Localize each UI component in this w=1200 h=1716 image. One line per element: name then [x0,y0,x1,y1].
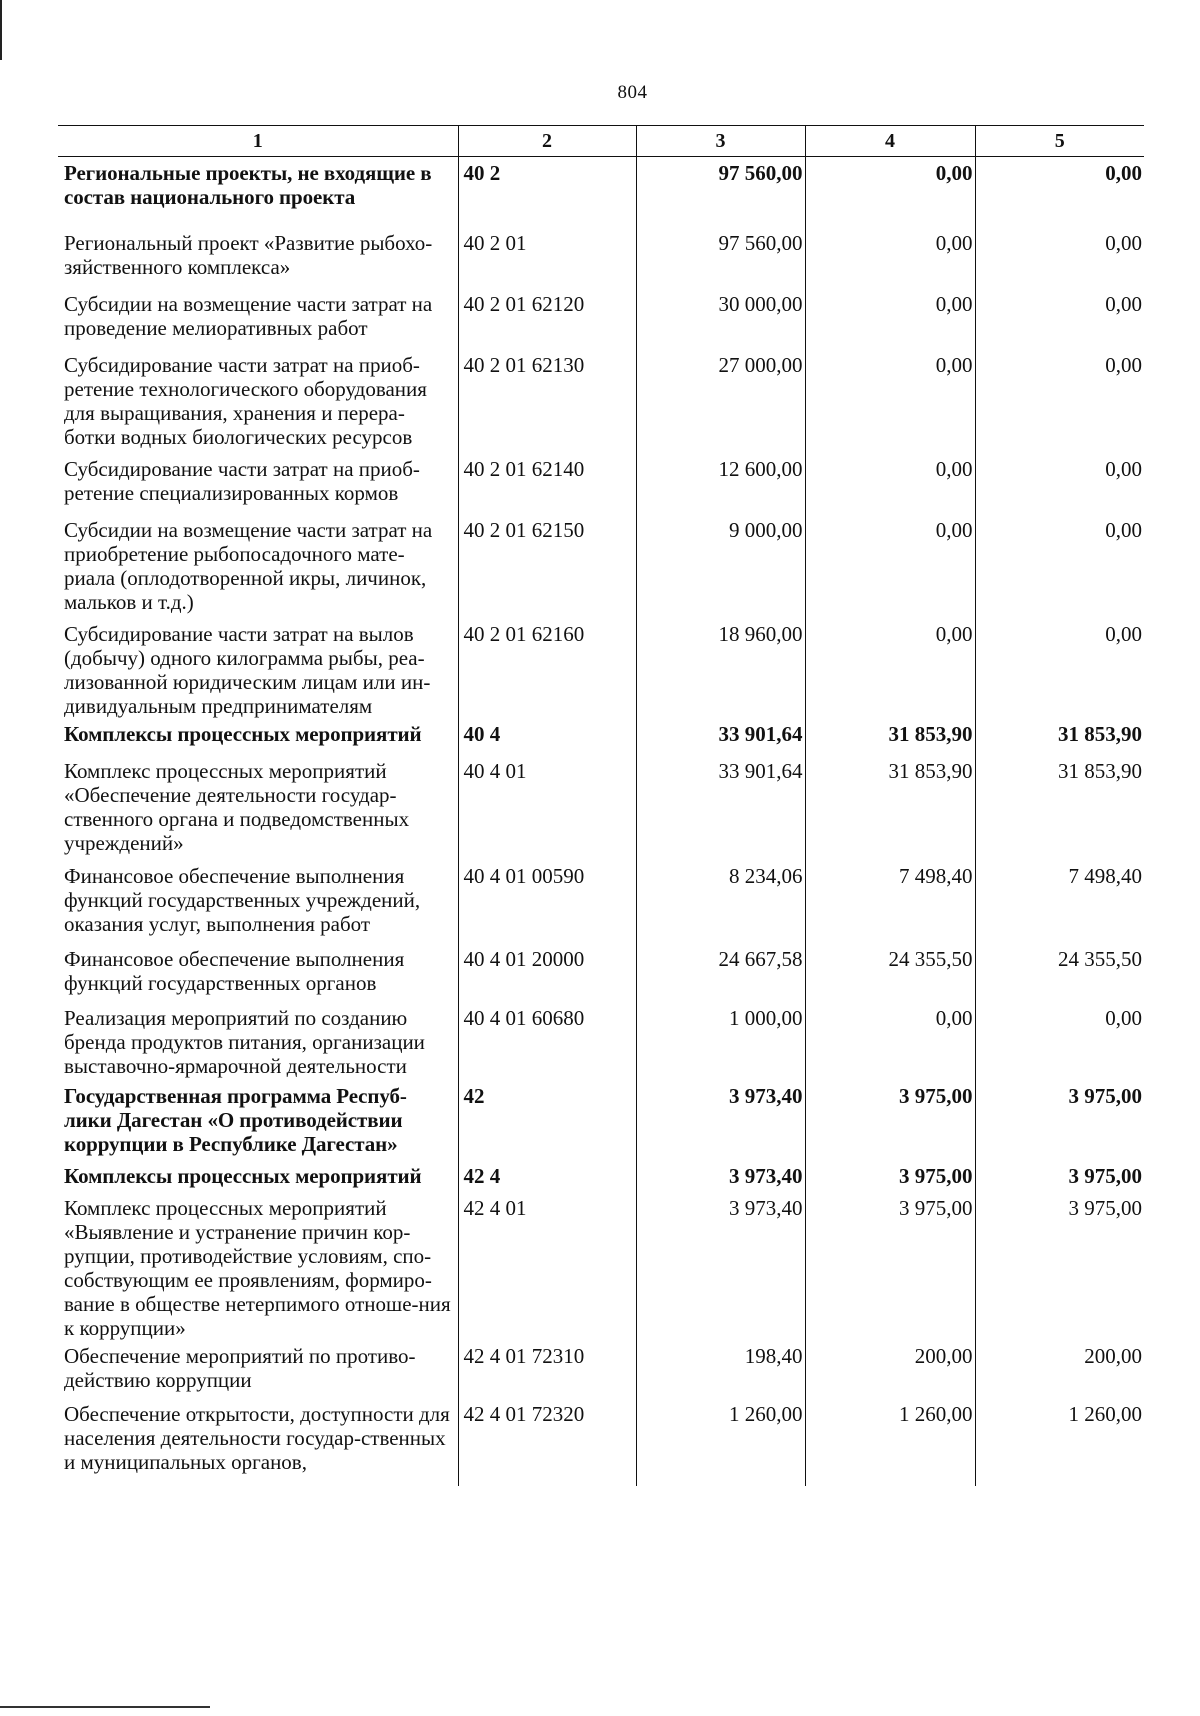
row-value-col4: 0,00 [805,227,975,288]
row-value-col5: 31 853,90 [975,718,1144,755]
row-name: Субсидии на возмещение части затрат на проведение мелиоративных работ [64,291,433,340]
table-row [58,1398,1144,1486]
row-value-col4: 1 260,00 [805,1398,975,1486]
row-value-col3: 27 000,00 [636,349,805,453]
row-code: 40 2 01 62140 [458,453,636,514]
row-name: Реализация мероприятий по созданию бренда продуктов питания, организации выставочно-ярмарочной деятельности [64,1005,425,1078]
header-col-2: 2 [458,126,636,157]
row-value-col4: 3 975,00 [805,1080,975,1160]
row-code: 42 4 01 [458,1192,636,1340]
row-value-col5: 7 498,40 [975,860,1144,943]
row-value-col5: 1 260,00 [975,1398,1144,1486]
row-value-col4: 0,00 [805,1002,975,1080]
row-name: Обеспечение мероприятий по противо-действию коррупции [64,1343,416,1392]
row-code: 40 2 01 [458,227,636,288]
table-row [58,1160,1144,1192]
row-value-col4: 31 853,90 [805,755,975,860]
table-row [58,755,1144,860]
row-code: 40 2 01 62130 [458,349,636,453]
table-row [58,1340,1144,1398]
row-value-col4: 0,00 [805,618,975,718]
row-code: 40 4 01 [458,755,636,860]
row-value-col5: 3 975,00 [975,1080,1144,1160]
row-name: Субсидирование части затрат на вылов (добычу) одного килограмма рыбы, реа-лизованной юридическим лицам или ин-дивидуальным предпринимателям [64,621,431,718]
row-name: Государственная программа Респуб-лики Дагестан «О противодействии коррупции в Республике Дагестан» [64,1083,407,1156]
row-name: Региональный проект «Развитие рыбохо-зяйственного комплекса» [64,230,433,279]
row-value-col5: 0,00 [975,1002,1144,1080]
row-value-col3: 97 560,00 [636,157,805,227]
scan-edge-left [0,0,2,60]
row-code: 40 4 01 20000 [458,943,636,1002]
row-code: 40 4 [458,718,636,755]
table-row [58,943,1144,1002]
row-code: 40 2 01 62120 [458,288,636,349]
row-value-col4: 0,00 [805,349,975,453]
row-value-col5: 0,00 [975,157,1144,227]
row-name: Комплекс процессных мероприятий «Обеспечение деятельности государ-ственного органа и подведомственных учреждений» [64,758,410,855]
row-code: 42 4 [458,1160,636,1192]
row-value-col3: 3 973,40 [636,1192,805,1340]
row-value-col4: 0,00 [805,453,975,514]
row-value-col3: 8 234,06 [636,860,805,943]
row-value-col3: 12 600,00 [636,453,805,514]
row-value-col4: 200,00 [805,1340,975,1398]
row-value-col4: 24 355,50 [805,943,975,1002]
row-name: Финансовое обеспечение выполнения функций государственных органов [64,946,405,995]
row-name: Комплексы процессных мероприятий [64,721,422,746]
table-row [58,227,1144,288]
row-value-col5: 31 853,90 [975,755,1144,860]
row-value-col3: 198,40 [636,1340,805,1398]
row-code: 40 4 01 00590 [458,860,636,943]
row-value-col3: 33 901,64 [636,755,805,860]
row-name: Субсидии на возмещение части затрат на приобретение рыбопосадочного мате-риала (оплодотворенной икры, личинок, мальков и т.д.) [64,517,433,614]
row-value-col3: 97 560,00 [636,227,805,288]
row-value-col3: 30 000,00 [636,288,805,349]
table-row [58,514,1144,618]
row-value-col5: 0,00 [975,288,1144,349]
row-value-col5: 0,00 [975,349,1144,453]
row-value-col4: 7 498,40 [805,860,975,943]
table-body [58,157,1144,1486]
header-col-5: 5 [975,126,1144,157]
row-value-col3: 24 667,58 [636,943,805,1002]
row-value-col3: 1 000,00 [636,1002,805,1080]
row-code: 42 4 01 72310 [458,1340,636,1398]
row-value-col5: 0,00 [975,618,1144,718]
header-col-4: 4 [805,126,975,157]
budget-table [58,125,1144,1486]
table-row [58,1002,1144,1080]
row-name: Региональные проекты, не входящие в состав национального проекта [64,161,432,209]
row-value-col5: 3 975,00 [975,1192,1144,1340]
row-value-col3: 1 260,00 [636,1398,805,1486]
row-value-col3: 3 973,40 [636,1160,805,1192]
row-name: Комплекс процессных мероприятий «Выявление и устранение причин кор-рупции, противодействие условиям, спо-собствующим ее проявлениям, формиро-вание в обществе нетерпимого отноше-ния к коррупции» [64,1195,451,1340]
row-name: Финансовое обеспечение выполнения функций государственных учреждений, оказания услуг, выполнения работ [64,863,421,936]
row-value-col5: 24 355,50 [975,943,1144,1002]
row-value-col4: 0,00 [805,288,975,349]
row-name: Обеспечение открытости, доступности для населения деятельности государ-ственных и муниципальных органов, [64,1401,450,1474]
row-code: 42 4 01 72320 [458,1398,636,1486]
row-code: 40 2 01 62160 [458,618,636,718]
table-row [58,860,1144,943]
scan-edge-bottom [0,1706,210,1708]
row-code: 40 4 01 60680 [458,1002,636,1080]
table-row [58,157,1144,227]
row-value-col3: 9 000,00 [636,514,805,618]
header-col-3: 3 [636,126,805,157]
row-value-col4: 0,00 [805,157,975,227]
table-row [58,349,1144,453]
row-value-col4: 31 853,90 [805,718,975,755]
row-value-col4: 3 975,00 [805,1192,975,1340]
row-value-col5: 0,00 [975,453,1144,514]
table-row [58,288,1144,349]
row-value-col4: 3 975,00 [805,1160,975,1192]
row-code: 40 2 [458,157,636,227]
table-row [58,718,1144,755]
table-row [58,1080,1144,1160]
row-value-col4: 0,00 [805,514,975,618]
row-code: 42 [458,1080,636,1160]
row-value-col3: 18 960,00 [636,618,805,718]
page-number: 804 [617,82,648,103]
header-col-1: 1 [58,126,458,157]
row-value-col3: 3 973,40 [636,1080,805,1160]
row-value-col5: 200,00 [975,1340,1144,1398]
header-row [58,126,1144,157]
row-name: Субсидирование части затрат на приоб-ретение специализированных кормов [64,456,420,505]
row-code: 40 2 01 62150 [458,514,636,618]
row-name: Субсидирование части затрат на приоб-ретение технологического оборудования для выращивания, хранения и перера-ботки водных биологических ресурсов [64,352,427,449]
table-row [58,618,1144,718]
table-row [58,1192,1144,1340]
row-value-col5: 3 975,00 [975,1160,1144,1192]
table-row [58,453,1144,514]
row-value-col5: 0,00 [975,514,1144,618]
row-value-col3: 33 901,64 [636,718,805,755]
row-value-col5: 0,00 [975,227,1144,288]
row-name: Комплексы процессных мероприятий [64,1163,422,1188]
